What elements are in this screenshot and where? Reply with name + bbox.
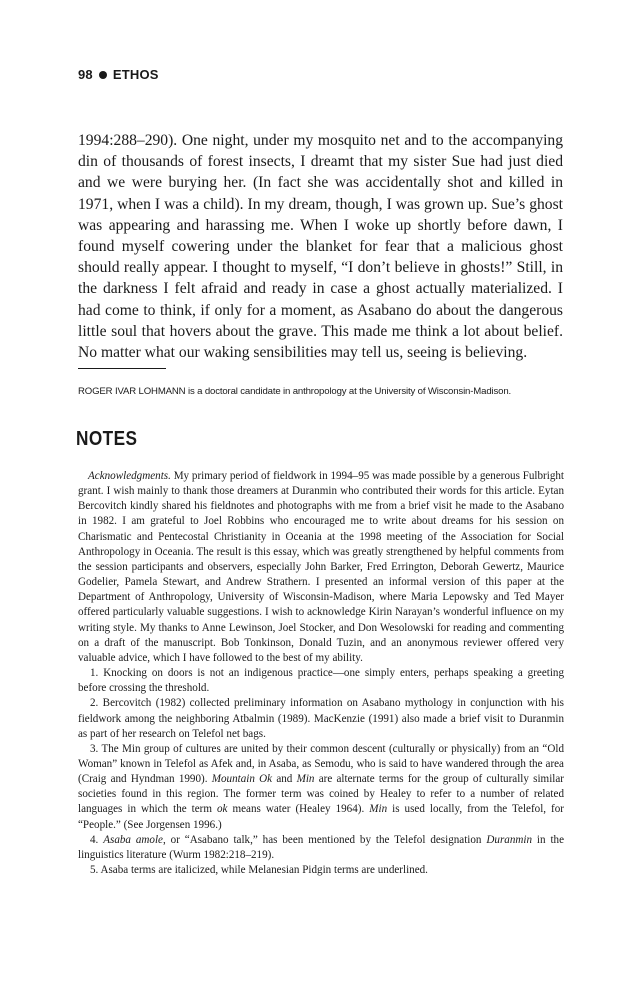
note-3-text: 3. The Min group of cultures are united by their common descent (culturally or physically) from an “Old Woman” known in Telefol as Afek and, in Asaba, as Semodu, who is said to have wandered through the area (Craig and Hyndman 1990). — [78, 742, 564, 786]
note-2: 2. Bercovitch (1982) collected preliminary information on Asabano mythology in conjunction with his fieldwork among the neighboring Atbalmin (1989). MacKenzie (1991) also made a brief visit to Duranmin as part of her research on Telefol net bags. — [78, 697, 564, 740]
notes-heading: NOTES — [76, 428, 138, 450]
note-3-term: Mountain Ok — [211, 773, 273, 786]
note-4 — [78, 833, 564, 863]
note-3-term: Min — [369, 803, 388, 816]
footnote-rule — [78, 368, 166, 369]
acknowledgments-text: My primary period of fieldwork in 1994–95 was made possible by a generous Fulbright grant. I wish mainly to thank those dreamers at Duranmin who contributed their words for this article. Eytan Bercovitch kindly shared his fieldnotes and photographs with me from a brief visit he made to the Asabano in 1982. I am grateful to Joel Robbins who encouraged me to write about dreams for his session on Charismatic and Pentecostal Christianity in Oceania at the 1998 meeting of the Association for Social Anthropology in Oceania. The result is this essay, which was greatly strengthened by helpful comments from the session participants and observers, especially John Barker, Fred Errington, Deborah Gewertz, Maurice Godelier, Pamela Stewart, and Andrew Strathern. I presented an informal version of this paper at the Department of Anthropology, University of Wisconsin-Madison, where Maria Lepowsky and Ted Mayer offered particularly valuable suggestions. I wish to acknowledge Kirin Narayan’s wonderful influence on my writing style. My thanks to Anne Lewinson, Joel Stocker, and Don Wesolowski for reading and commenting on a draft of the manuscript. Bob Tonkinson, Donald Tuzin, and an anonymous reviewer offered very valuable advice, which I have followed to the best of my ability. — [78, 470, 564, 664]
note-5: 5. Asaba terms are italicized, while Melanesian Pidgin terms are underlined. — [90, 864, 428, 877]
note-3-term: Min — [296, 773, 315, 786]
notes-section — [78, 469, 564, 878]
note-4-text: 4. — [90, 833, 104, 846]
note-3 — [78, 742, 564, 833]
note-3-text: are alternate terms for the group of culturally similar societies found in this region. The former term was coined by Healey to refer to a number of related languages in which the term — [78, 773, 564, 816]
note-4-term: Asaba amole — [103, 833, 163, 846]
note-3-term: ok — [217, 803, 228, 816]
bullet-icon — [99, 71, 107, 79]
note-3-text: means water (Healey 1964). — [227, 803, 370, 816]
running-head — [78, 67, 159, 82]
note-4-text: in the linguistics literature (Wurm 1982:218–219). — [78, 833, 564, 861]
page-number: 98 — [78, 67, 93, 82]
note-3-text: and — [272, 773, 297, 786]
note-acknowledgments — [78, 469, 564, 666]
note-1: 1. Knocking on doors is not an indigenous practice—one simply enters, perhaps speaking a greeting before crossing the threshold. — [78, 667, 564, 695]
author-note: ROGER IVAR LOHMANN is a doctoral candidate in anthropology at the University of Wisconsin-Madison. — [78, 386, 512, 397]
note-4-term: Duranmin — [486, 833, 533, 846]
body-paragraph: 1994:288–290). One night, under my mosquito net and to the accompanying din of thousands of forest insects, I dreamt that my sister Sue had just died and we were burying her. (In fact she was accidentally shot and killed in 1971, when I was a child). In my dream, though, I was grown up. Sue’s ghost was appearing and harassing me. When I woke up shortly before dawn, I found myself cowering under the blanket for fear that a malicious ghost should really appear. I thought to myself, “I don’t believe in ghosts!” Still, in the darkness I felt afraid and ready in case a ghost actually materialized. I had come to think, if only for a moment, as Asabano do about the dangerous little soul that hovers about the grave. This made me think a lot about belief. No matter what our waking sensibilities may tell us, seeing is believing. — [78, 132, 563, 362]
note-4-text: , or “Asabano talk,” has been mentioned by the Telefol designation — [162, 833, 487, 846]
acknowledgments-label: Acknowledgments. — [88, 470, 171, 482]
note-3-text: is used locally, from the Telefol, for “People.” (See Jorgensen 1996.) — [78, 803, 564, 831]
journal-name: ETHOS — [112, 67, 159, 82]
